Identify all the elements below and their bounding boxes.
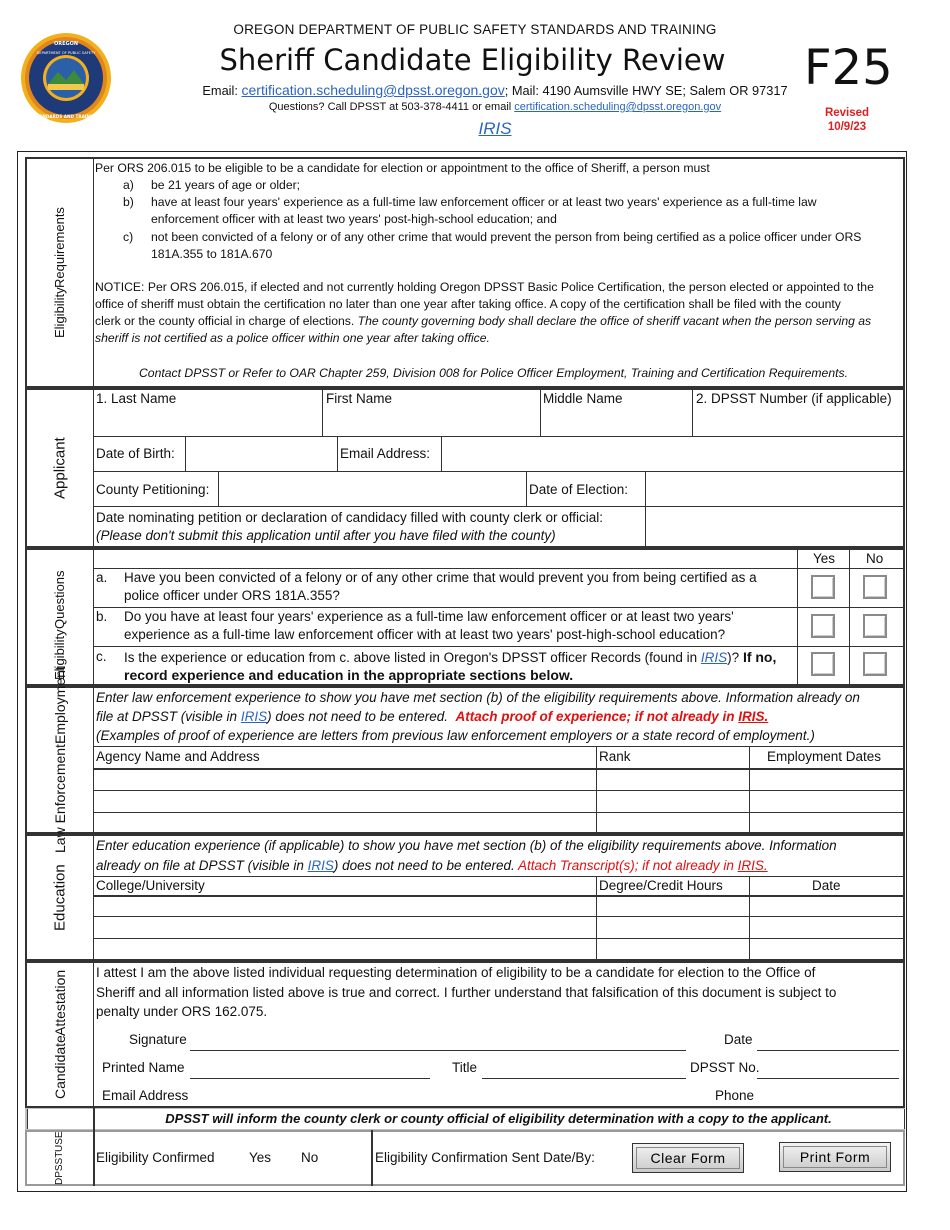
education-row-2-date[interactable] bbox=[750, 917, 903, 937]
education-side-label: Education bbox=[51, 864, 69, 931]
education-row-1-date[interactable] bbox=[750, 897, 903, 915]
question-b-no-checkbox[interactable] bbox=[863, 614, 887, 638]
questions-text: Questions? Call DPSST at 503-378-4411 or email bbox=[268, 101, 512, 113]
questions-line bbox=[0, 101, 950, 113]
printed-name-label: Printed Name bbox=[102, 1060, 185, 1075]
eligibility-confirmed-yes[interactable]: Yes bbox=[249, 1150, 272, 1165]
question-a-line-1: Have you been convicted of a felony or of any other crime that would prevent you from being certified as a bbox=[124, 570, 757, 585]
question-c-line-1: Is the experience or education from c. above listed in Oregon's DPSST officer Records (found in IRIS)? If no, bbox=[124, 649, 777, 665]
mail-address: ; Mail: 4190 Aumsville HWY SE; Salem OR 97317 bbox=[504, 83, 788, 98]
email-label: Email: bbox=[202, 83, 238, 98]
question-b-yes-checkbox[interactable] bbox=[811, 614, 835, 638]
dpsst-number-label: 2. DPSST Number (if applicable) bbox=[696, 391, 892, 406]
col-employment-dates: Employment Dates bbox=[767, 749, 882, 764]
col-date: Date bbox=[812, 878, 841, 893]
education-intro-2: already on file at DPSST (visible in IRIS) does not need to be entered. Attach Transcript(s); if not already in IRIS. bbox=[96, 858, 768, 873]
print-form-button[interactable]: Print Form bbox=[779, 1142, 891, 1172]
no-column-header: No bbox=[866, 551, 884, 566]
attestation-line-3: penalty under ORS 162.075. bbox=[96, 1004, 268, 1019]
employment-side-label: Law Enforcement Employment bbox=[52, 666, 68, 854]
iris-link-row bbox=[0, 119, 950, 139]
question-a-line-2: police officer under ORS 181A.355? bbox=[124, 588, 340, 603]
col-college: College/University bbox=[96, 878, 205, 893]
employment-intro-3: (Examples of proof of experience are letters from previous law enforcement employers or a state record of employment.) bbox=[96, 728, 815, 743]
question-c-line-2: record experience and education in the appropriate sections below. bbox=[124, 667, 574, 683]
employment-row-3-dates[interactable] bbox=[750, 813, 903, 832]
req-b-text: have at least four years' experience as a full-time law enforcement officer or at least two years' experience as a full-time law bbox=[151, 195, 817, 209]
education-intro-1: Enter education experience (if applicable) to show you have met section (b) of the eligibility requirements above. Information bbox=[96, 838, 837, 853]
dpsst-no-label: DPSST No. bbox=[690, 1060, 760, 1075]
dob-field[interactable] bbox=[186, 437, 336, 470]
last-name-field[interactable] bbox=[94, 411, 321, 435]
req-c-text: not been convicted of a felony or of any other crime that would prevent the person from being certified as a police officer under ORS bbox=[151, 230, 862, 244]
col-degree: Degree/Credit Hours bbox=[599, 878, 723, 893]
election-date-label: Date of Election: bbox=[529, 482, 629, 497]
attestation-date-field[interactable] bbox=[757, 1030, 899, 1050]
inform-note: DPSST will inform the county clerk or county official of eligibility determination with a copy to the applicant. bbox=[165, 1111, 832, 1126]
col-agency-name: Agency Name and Address bbox=[96, 749, 260, 764]
dpsst-number-field[interactable] bbox=[693, 411, 903, 435]
employment-row-2-agency[interactable] bbox=[94, 791, 595, 811]
form-number: F25 bbox=[804, 40, 893, 96]
employment-intro-2: file at DPSST (visible in IRIS) does not need to be entered. Attach proof of experience; if not already in IRIS. bbox=[96, 709, 769, 724]
employment-row-2-dates[interactable] bbox=[750, 791, 903, 811]
employment-row-3-rank[interactable] bbox=[597, 813, 748, 832]
last-name-label: 1. Last Name bbox=[96, 391, 177, 406]
question-c-letter: c. bbox=[96, 649, 107, 664]
employment-row-1-dates[interactable] bbox=[750, 770, 903, 789]
county-field[interactable] bbox=[219, 472, 525, 505]
date-label: Date bbox=[724, 1032, 753, 1047]
question-a-letter: a. bbox=[96, 570, 108, 585]
question-b-line-2: experience as a full-time law enforcement officer with at least two years' post-high-school education? bbox=[124, 627, 726, 642]
education-row-3-date[interactable] bbox=[750, 939, 903, 959]
applicant-email-label: Email Address: bbox=[340, 446, 431, 461]
question-a-yes-checkbox[interactable] bbox=[811, 575, 835, 599]
employment-row-3-agency[interactable] bbox=[94, 813, 595, 832]
req-b-text-2: enforcement officer with at least two years' post-high-school education; and bbox=[151, 212, 557, 226]
dpsst-no-field[interactable] bbox=[757, 1058, 899, 1078]
applicant-side-label: Applicant bbox=[51, 437, 69, 499]
petition-date-label: Date nominating petition or declaration of candidacy filled with county clerk or official: bbox=[96, 510, 604, 525]
phone-field[interactable] bbox=[757, 1086, 899, 1106]
attestation-line-2: Sheriff and all information listed above is true and correct. I further understand that falsification of this document is subject to bbox=[96, 985, 837, 1000]
revised-value: 10/9/23 bbox=[827, 121, 867, 133]
phone-label: Phone bbox=[715, 1088, 755, 1103]
question-b-line-1: Do you have at least four years' experience as a full-time law enforcement officer or at least two years' bbox=[124, 609, 734, 624]
email-link[interactable]: certification.scheduling@dpsst.oregon.gov bbox=[241, 82, 505, 98]
first-name-label: First Name bbox=[326, 391, 393, 406]
yes-column-header: Yes bbox=[813, 551, 836, 566]
attestation-side-label: Candidate Attestation bbox=[52, 969, 68, 1100]
seal-bottom-text: STANDARDS AND TRAINING bbox=[33, 114, 99, 119]
eligibility-requirements-side-label: Eligibility Requirements bbox=[52, 206, 67, 339]
election-date-field[interactable] bbox=[646, 472, 903, 505]
middle-name-field[interactable] bbox=[541, 411, 691, 435]
title-label: Title bbox=[452, 1060, 478, 1075]
requirements-intro: Per ORS 206.015 to be eligible to be a candidate for election or appointment to the office of Sheriff, a person must bbox=[95, 161, 710, 175]
employment-row-1-rank[interactable] bbox=[597, 770, 748, 789]
req-a-letter: a) bbox=[123, 178, 134, 192]
revised-date bbox=[812, 106, 882, 134]
col-rank: Rank bbox=[599, 749, 631, 764]
eligibility-confirmed-label: Eligibility Confirmed bbox=[96, 1150, 215, 1165]
agency-name: OREGON DEPARTMENT OF PUBLIC SAFETY STANDARDS AND TRAINING bbox=[233, 22, 717, 37]
education-row-2-college[interactable] bbox=[94, 917, 595, 937]
req-c-text-2: 181A.355 to 181A.670 bbox=[151, 247, 273, 261]
employment-row-2-rank[interactable] bbox=[597, 791, 748, 811]
dpsst-use-side-label: DPSST USE bbox=[54, 1131, 65, 1185]
education-iris-link[interactable]: IRIS bbox=[307, 858, 334, 873]
question-b-letter: b. bbox=[96, 609, 108, 624]
notice-line-1: NOTICE: Per ORS 206.015, if elected and not currently holding Oregon DPSST Basic Police Certification, the person elected or appointed to the bbox=[95, 280, 874, 294]
printed-name-field[interactable] bbox=[190, 1058, 430, 1078]
question-a-no-checkbox[interactable] bbox=[863, 575, 887, 599]
eligibility-confirmed-no[interactable]: No bbox=[301, 1150, 319, 1165]
signature-field[interactable] bbox=[190, 1030, 686, 1050]
question-c-no-checkbox[interactable] bbox=[863, 652, 887, 676]
eligibility-questions-side-label: Eligibility Questions bbox=[52, 570, 67, 680]
first-name-field[interactable] bbox=[323, 411, 539, 435]
clear-form-button[interactable]: Clear Form bbox=[632, 1143, 744, 1173]
revised-label: Revised bbox=[824, 107, 870, 119]
education-row-2-degree[interactable] bbox=[597, 917, 748, 937]
seal-ring-text: DEPARTMENT OF PUBLIC SAFETY bbox=[36, 51, 96, 55]
seal-top-text: OREGON bbox=[53, 41, 79, 47]
petition-note: (Please don't submit this application until after you have filed with the county) bbox=[96, 528, 556, 543]
education-row-3-degree[interactable] bbox=[597, 939, 748, 959]
confirmation-sent-label: Eligibility Confirmation Sent Date/By: bbox=[375, 1150, 595, 1165]
middle-name-label: Middle Name bbox=[543, 391, 623, 406]
dob-label: Date of Birth: bbox=[96, 446, 175, 461]
employment-iris-link[interactable]: IRIS bbox=[240, 709, 268, 724]
contact-note: Contact DPSST or Refer to OAR Chapter 259, Division 008 for Police Officer Employment, Training and Certification Requirements. bbox=[139, 366, 848, 380]
iris-link[interactable]: IRIS bbox=[478, 119, 512, 138]
question-c-iris-link[interactable]: IRIS bbox=[700, 650, 728, 665]
attestation-email-label: Email Address bbox=[102, 1088, 189, 1103]
req-a-text: be 21 years of age or older; bbox=[151, 178, 301, 192]
notice-line-4: sheriff is not certified as a police officer within one year after taking office. bbox=[95, 331, 490, 345]
req-b-letter: b) bbox=[123, 195, 134, 209]
questions-email-link[interactable]: certification.scheduling@dpsst.oregon.gov bbox=[514, 101, 722, 113]
notice-line-2: office of sheriff must obtain the certification no later than one year after taking office. A copy of the certification shall be filed with the county bbox=[95, 297, 841, 311]
county-label: County Petitioning: bbox=[96, 482, 210, 497]
employment-intro-1: Enter law enforcement experience to show you have met section (b) of the eligibility requirements above. Information already on bbox=[96, 690, 860, 705]
attestation-line-1: I attest I am the above listed individual requesting determination of eligibility to be a candidate for election to the Office of bbox=[96, 965, 816, 980]
attestation-email-field[interactable] bbox=[190, 1086, 686, 1106]
req-c-letter: c) bbox=[123, 230, 134, 244]
petition-date-field[interactable] bbox=[646, 507, 903, 546]
employment-row-1-agency[interactable] bbox=[94, 770, 595, 789]
page-title: Sheriff Candidate Eligibility Review bbox=[219, 43, 726, 77]
education-row-1-degree[interactable] bbox=[597, 897, 748, 915]
notice-line-3: clerk or the county official in charge of elections. The county governing body shall declare the office of sheriff vacant when the person serving as bbox=[95, 314, 872, 328]
education-row-1-college[interactable] bbox=[94, 897, 595, 915]
question-c-yes-checkbox[interactable] bbox=[811, 652, 835, 676]
title-field[interactable] bbox=[482, 1058, 686, 1078]
signature-label: Signature bbox=[129, 1032, 187, 1047]
applicant-email-field[interactable] bbox=[442, 437, 903, 470]
education-row-3-college[interactable] bbox=[94, 939, 595, 959]
